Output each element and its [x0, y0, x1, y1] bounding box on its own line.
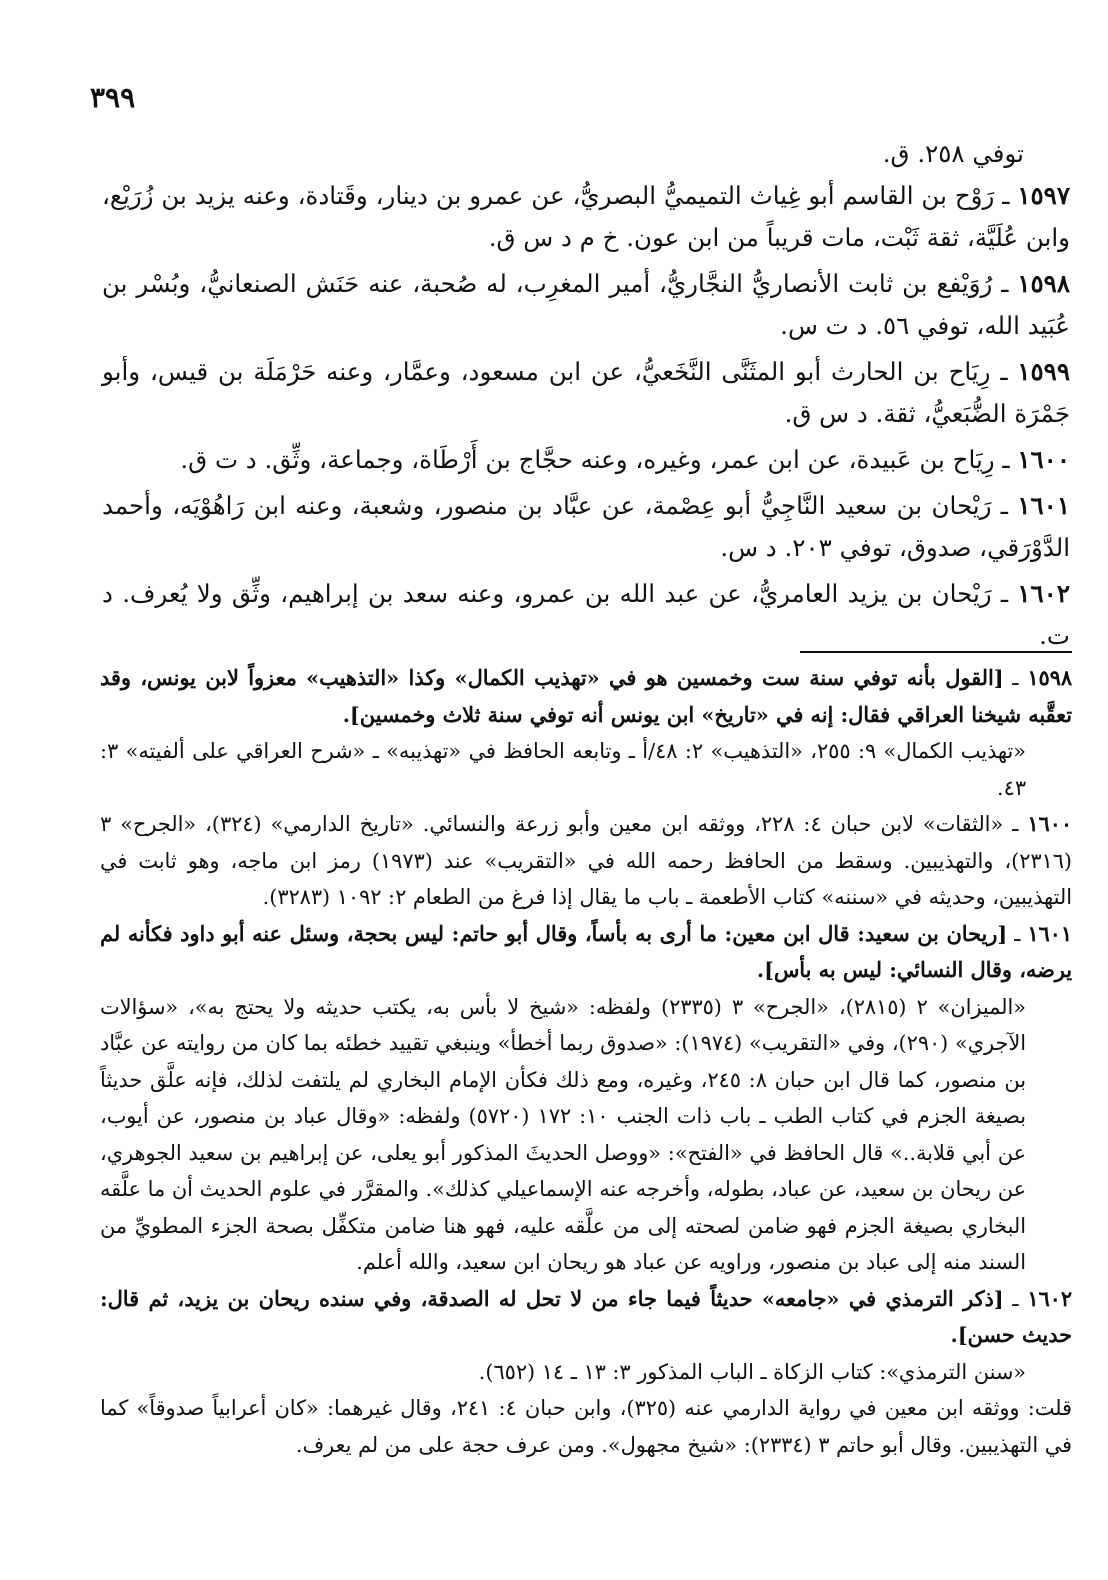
entry-1599: ١٥٩٩ ـ رِيَاح بن الحارث أبو المثَنَّى النَّخَعيُّ، عن ابن مسعود، وعمَّار، وعنه حَرْمَلَة بن قيس، وأبو جَمْرَة الضُّبَعيُّ، ثقة. د س ق.: [102, 357, 1070, 428]
entry-text: رَيْحان بن سعيد النَّاجِيُّ أبو عِصْمة، عن عبَّاد بن منصور، وشعبة، وعنه ابن رَاهُوْيَه، وأحمد الدَّوْرَقي، صدوق، توفي ٢٠٣. د س.: [102, 491, 1070, 562]
entry-text: توفي ٢٥٨. ق.: [882, 139, 1024, 168]
note-bold-text: [ذكر الترمذي في «جامعه» حديثاً فيما جاء من لا تحل له الصدقة، وفي سنده ريحان بن يزيد، ثم قال: حديث حسن].: [100, 1285, 1072, 1347]
note-bold-text: [القول بأنه توفي سنة ست وخمسين هو في «تهذيب الكمال» وكذا «التذهيب» معزواً لابن يونس، وقد تعقَّبه شيخنا العراقي فقال: إنه في «تاريخ» ابن يونس أنه توفي سنة ثلاث وخمسين].: [100, 665, 1072, 727]
entry-text: رِيَاح بن الحارث أبو المثَنَّى النَّخَعيُّ، عن ابن مسعود، وعمَّار، وعنه حَرْمَلَة بن قيس، وأبو جَمْرَة الضُّبَعيُّ، ثقة. د س ق.: [102, 357, 1070, 428]
entry-1600: ١٦٠٠ ـ رِيَاح بن عَبيدة، عن ابن عمر، وغيره، وعنه حجَّاج بن أَرْطَاة، وجماعة، وثِّق. د ت ق.: [180, 445, 1070, 474]
entry-text: رِيَاح بن عَبيدة، عن ابن عمر، وغيره، وعنه حجَّاج بن أَرْطَاة، وجماعة، وثِّق. د ت ق.: [180, 445, 995, 474]
entry-text: رَوْح بن القاسم أبو غِياث التميميُّ البصريُّ، عن عمرو بن دينار، وقَتادة، وعنه يزيد بن زُرَيْع، وابن عُلَيَّة، ثقة ثَبْت، مات قريباً من ابن عون. خ م د س ق.: [102, 181, 1070, 252]
note-text: «الثقات» لابن حبان ٤: ٢٢٨، ووثقه ابن معين وأبو زرعة والنسائي. «تاريخ الدارمي» (٣٢٤)، «الجرح» ٣ (٢٣١٦)، والتهذيبين. وسقط من الحافظ رحمه الله في «التقريب» عند (١٩٧٣) رمز ابن ماجه، وهو ثابت في التهذيبين، وحديثه في «سننه» كتاب الأطعمة ـ باب ما يقال إذا فرغ من الطعام ٢: ١٠٩٢ (٣٢٨٣).: [100, 812, 1072, 909]
entry-number: ١٦٠٠: [1017, 445, 1070, 474]
note-reference: «تهذيب الكمال» ٩: ٢٥٥، «التذهيب» ٢: ٤٨/أ ـ وتابعه الحافظ في «تهذيبه» ـ «شرح العراقي على ألفيته» ٣: ٤٣.: [100, 739, 1026, 800]
note-1602: ١٦٠٢ ـ [ذكر الترمذي في «جامعه» حديثاً فيما جاء من لا تحل له الصدقة، وفي سنده ريحان بن يزيد، ثم قال: حديث حسن].: [100, 1285, 1072, 1347]
entry-text: رُوَيْفع بن ثابت الأنصاريُّ النجَّاريُّ، أمير المغرِب، له صُحبة، عنه حَنَش الصنعانيُّ، وبُسْر بن عُبَيد الله، توفي ٥٦. د ت س.: [102, 269, 1070, 340]
page-number: ٣٩٩: [90, 81, 136, 114]
entry-1597: ١٥٩٧ ـ رَوْح بن القاسم أبو غِياث التميميُّ البصريُّ، عن عمرو بن دينار، وقَتادة، وعنه يزيد بن زُرَيْع، وابن عُلَيَّة، ثقة ثَبْت، مات قريباً من ابن عون. خ م د س ق.: [102, 181, 1070, 252]
note-number: ١٦٠١: [1027, 920, 1072, 946]
entry-text: رَيْحان بن يزيد العامريُّ، عن عبد الله بن عمرو، وعنه سعد بن إبراهيم، وثِّق ولا يُعرف. د ت.: [102, 579, 1070, 650]
note-1601: ١٦٠١ ـ [ريحان بن سعيد: قال ابن معين: ما أرى به بأساً، وقال أبو حاتم: ليس بحجة، وسئل عنه أبو داود فكأنه لم يرضه، وقال النسائي: ليس به بأس].: [100, 920, 1072, 982]
entry-number: ١٦٠١: [1017, 491, 1070, 520]
main-text: [102, 133, 1070, 661]
note-number: ١٦٠٠: [1027, 811, 1072, 836]
entry-1598: ١٥٩٨ ـ رُوَيْفع بن ثابت الأنصاريُّ النجَّاريُّ، أمير المغرِب، له صُحبة، عنه حَنَش الصنعانيُّ، وبُسْر بن عُبَيد الله، توفي ٥٦. د ت س.: [102, 269, 1070, 340]
note-number: ١٥٩٨: [1027, 665, 1072, 690]
note-reference: «سنن الترمذي»: كتاب الزكاة ـ الباب المذكور ٣: ١٣ ـ ١٤ (٦٥٢).: [478, 1359, 1026, 1384]
entry-1602: ١٦٠٢ ـ رَيْحان بن يزيد العامريُّ، عن عبد الله بن عمرو، وعنه سعد بن إبراهيم، وثِّق ولا يُعرف. د ت.: [102, 579, 1070, 650]
note-reference: «الميزان» ٢ (٢٨١٥)، «الجرح» ٣ (٢٣٣٥) ولفظه: «شيخ لا بأس به، يكتب حديثه ولا يحتج به»، «سؤالات الآجري» (٢٩٠)، وفي «التقريب» (١٩٧٤): «صدوق ربما أخطأ» وينبغي تقييد خطئه بما كان من روايته عن عبَّاد بن منصور، كما قال ابن حبان ٨: ٢٤٥، وغيره، ومع ذلك فكأن الإمام البخاري لم يلتفت لذلك، فإنه علَّق حديثاً بصيغة الجزم في كتاب الطب ـ باب ذات الجنب ١٠: ١٧٢ (٥٧٢٠) ولفظه: «وقال عباد بن منصور، عن أيوب، عن أبي قلابة..» قال الحافظ في «الفتح»: «ووصل الحديثَ المذكور أبو يعلى، عن إبراهيم بن سعيد الجوهري، عن ريحان بن سعيد، عن عباد، بطوله، وأخرجه عنه الإسماعيلي كذلك». والمقرَّر في علوم الحديث أن ما علَّقه البخاري بصيغة الجزم فهو ضامن لصحته إلى من علَّقه عليه، فهو هنا ضامن متكفِّل بصحة الجزء المطويِّ من السند منه إلى عباد بن منصور، وراويه عن عباد هو ريحان ابن سعيد، والله أعلم.: [100, 994, 1027, 1274]
entry-number: ١٦٠٢: [1017, 579, 1070, 608]
entry-1601: ١٦٠١ ـ رَيْحان بن سعيد النَّاجِيُّ أبو عِصْمة، عن عبَّاد بن منصور، وشعبة، وعنه ابن رَاهُوْيَه، وأحمد الدَّوْرَقي، صدوق، توفي ٢٠٣. د س.: [102, 491, 1070, 562]
footnotes: [100, 660, 1072, 1463]
entry-number: ١٥٩٨: [1017, 269, 1070, 298]
entry-number: ١٥٩٩: [1017, 357, 1070, 386]
entry-continuation: [102, 133, 1070, 175]
footnote-divider: [800, 651, 1072, 653]
note-comment: قلت: ووثقه ابن معين في رواية الدارمي عنه (٣٢٥)، وابن حبان ٤: ٢٤١، وقال غيرهما: «كان أعرابياً صدوقاً» كما في التهذيبين. وقال أبو حاتم ٣ (٢٣٣٤): «شيخ مجهول». ومن عرف حجة على من لم يعرف.: [100, 1396, 1072, 1457]
entry-number: ١٥٩٧: [1017, 181, 1070, 210]
note-1600: ١٦٠٠ ـ «الثقات» لابن حبان ٤: ٢٢٨، ووثقه ابن معين وأبو زرعة والنسائي. «تاريخ الدارمي» (٣٢٤)، «الجرح» ٣ (٢٣١٦)، والتهذيبين. وسقط من الحافظ رحمه الله في «التقريب» عند (١٩٧٣) رمز ابن ماجه، وهو ثابت في التهذيبين، وحديثه في «سننه» كتاب الأطعمة ـ باب ما يقال إذا فرغ من الطعام ٢: ١٠٩٢ (٣٢٨٣).: [100, 811, 1072, 909]
note-bold-text: [ريحان بن سعيد: قال ابن معين: ما أرى به بأساً، وقال أبو حاتم: ليس بحجة، وسئل عنه أبو داود فكأنه لم يرضه، وقال النسائي: ليس به بأس].: [100, 920, 1072, 982]
note-number: ١٦٠٢: [1027, 1285, 1072, 1311]
note-1598: ١٥٩٨ ـ [القول بأنه توفي سنة ست وخمسين هو في «تهذيب الكمال» وكذا «التذهيب» معزواً لابن يونس، وقد تعقَّبه شيخنا العراقي فقال: إنه في «تاريخ» ابن يونس أنه توفي سنة ثلاث وخمسين].: [100, 665, 1072, 727]
